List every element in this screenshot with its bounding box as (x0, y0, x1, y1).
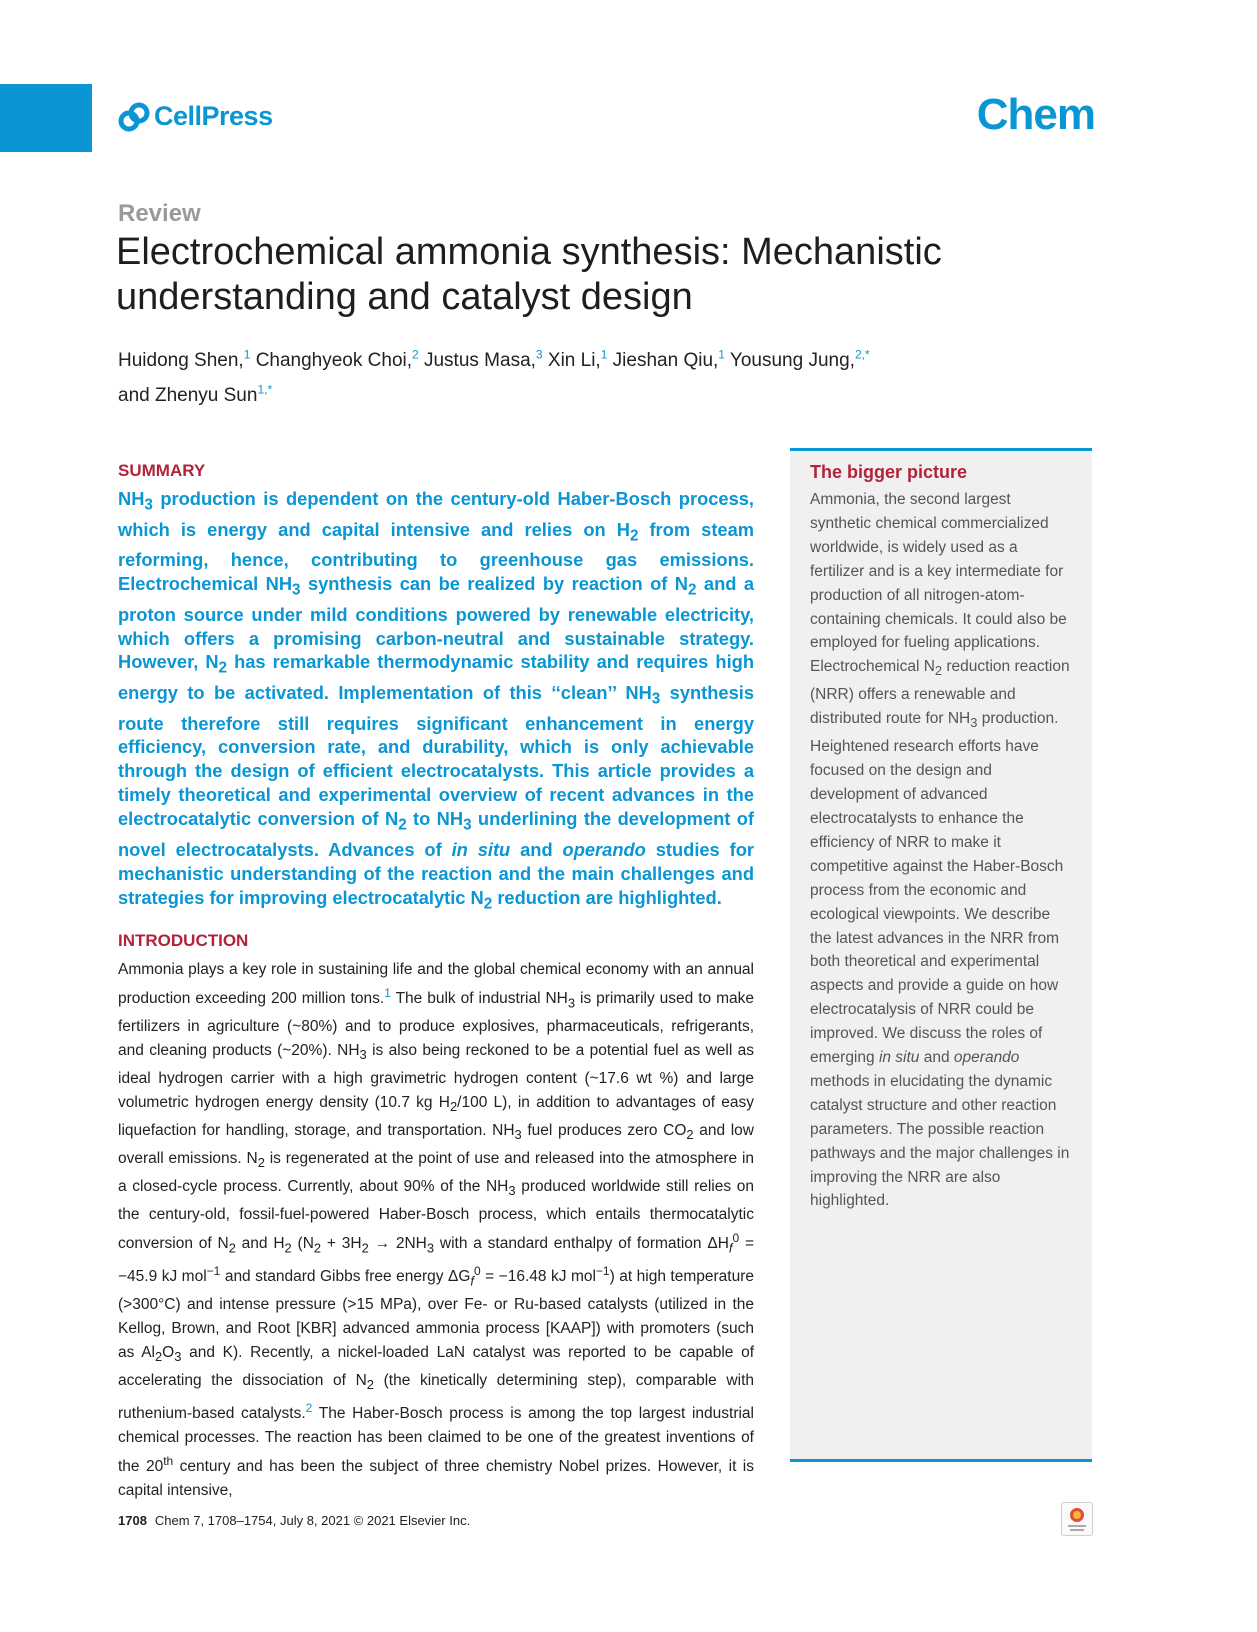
author: Justus Masa,$^3$ (423, 348, 543, 372)
bigger-picture-text: Ammonia, the second largest synthetic chemical commercialized worldwide, is widely used as a fertilizer and is a key intermediate for production of all nitrogen-atom-containing chemicals. It could also be employed for fueling applications. Electrochemical $N_2$ reduction reaction (NRR) offers a renewable and distributed route for $NH_3$ production. Heightened research efforts have focused on the design and development of advanced electrocatalysts to enhance the efficiency of NRR to make it competitive against the Haber-Bosch process from the economic and ecological viewpoints. We describe the latest advances in the NRR from both theoretical and experimental aspects and provide a guide on how electrocatalysis of NRR could be improved. We discuss the roles of emerging in situ and operando methods in elucidating the dynamic catalyst structure and other reaction parameters. The possible reaction pathways and the major challenges in improving the NRR are also highlighted. (810, 491, 1070, 1210)
bigger-picture-title: The bigger picture (810, 462, 968, 482)
author: Yousung Jung,$^{2,*}$ (729, 348, 870, 372)
introduction-heading: INTRODUCTION (118, 931, 249, 950)
citation-link[interactable]: 1 (384, 985, 391, 1000)
article-title: Electrochemical ammonia synthesis: Mechanistic understanding and catalyst design (116, 231, 942, 318)
citation-link[interactable]: 2 (305, 1400, 313, 1415)
author-list (118, 341, 1038, 410)
cellpress-mark-icon (118, 102, 150, 132)
author: Jieshan Qiu,$^1$ (612, 348, 725, 372)
summary-text: $NH_3$ production is dependent on the century-old Haber-Bosch process, which is energy and capital intensive and relies on $H_2$ from steam reforming, hence, contributing to greenhouse gas emissions. Electrochemical $NH_3$ synthesis can be realized by reaction of $N_2$ and a proton source under mild conditions powered by renewable electricity, which offers a promising carbon-neutral and sustainable strategy. However, $N_2$ has remarkable thermodynamic stability and requires high energy to be activated. Implementation of this ‘‘clean’’ $NH_3$ synthesis route therefore still requires significant enhancement in energy efficiency, conversion rate, and durability, which is only achievable through the design of efficient electrocatalysts. This article provides a timely theoretical and experimental overview of recent advances in the electrocatalytic conversion of $N_2$ to $NH_3$ underlining the development of novel electrocatalysts. Advances of in situ and operando studies for mechanistic understanding of the reaction and the main challenges and strategies for improving electrocatalytic $N_2$ reduction are highlighted. (118, 488, 754, 913)
author: Changhyeok Choi,$^2$ (255, 348, 419, 372)
summary-heading: SUMMARY (118, 461, 206, 480)
author: and Zhenyu Sun$^{1,*}$ (118, 382, 273, 406)
journal-logo[interactable]: Chem (976, 90, 1095, 139)
article-type: Review (118, 200, 201, 227)
cellpress-logo[interactable] (118, 101, 273, 132)
cellpress-wordmark: CellPress (154, 101, 273, 131)
author: Huidong Shen,$^1$ (118, 348, 251, 372)
citation-line: Chem 7, 1708–1754, July 8, 2021 © 2021 Elsevier Inc. (154, 1513, 471, 1528)
header-accent-block (0, 84, 92, 152)
page-number: 1708 (118, 1513, 147, 1528)
check-for-updates-icon[interactable] (1061, 1502, 1093, 1536)
page-footer (118, 1513, 470, 1528)
introduction-text: Ammonia plays a key role in sustaining life and the global chemical economy with an annual production exceeding 200 million tons.$^1$ The bulk of industrial $NH_3$ is primarily used to make fertilizers in agriculture (~80%) and to produce explosives, pharmaceuticals, refrigerants, and cleaning products (~20%). $NH_3$ is also being reckoned to be a potential fuel as well as ideal hydrogen carrier with a high gravimetric hydrogen content (~17.6 wt %) and large volumetric hydrogen energy density (10.7 kg $H_2/100$ L), in addition to advantages of easy liquefaction for handling, storage, and transportation. $NH_3$ fuel produces zero $CO_2$ and low overall emissions. $N_2$ is regenerated at the point of use and released into the atmosphere in a closed-cycle process. Currently, about 90% of the $NH_3$ produced worldwide still relies on the century-old, fossil-fuel-powered Haber-Bosch process, which entails thermocatalytic conversion of $N_2$ and $H_2$ ($N_2 + 3H_2 \to 2NH_3$ with a standard enthalpy of formation $\Delta H_f^0 = -45.9$ kJ mol$^{-1}$ and standard Gibbs free energy $\Delta G_f^0 = -16.48$ kJ mol$^{-1}$) at high temperature (>300°C) and intense pressure (>15 MPa), over Fe- or Ru-based catalysts (utilized in the Kellog, Brown, and Root [KBR] advanced ammonia process [KAAP]) with promoters (such as $Al_2O_3$ and K). Recently, a nickel-loaded LaN catalyst was reported to be capable of accelerating the dissociation of $N_2$ (the kinetically determining step), comparable with ruthenium-based catalysts.$^2$ The Haber-Bosch process is among the top largest industrial chemical processes. The reaction has been claimed to be one of the greatest inventions of the 20th century and has been the subject of three chemistry Nobel prizes. However, it is capital intensive, (118, 961, 755, 1499)
author: Xin Li,$^1$ (547, 348, 608, 372)
bigger-picture-box (790, 448, 1092, 1462)
